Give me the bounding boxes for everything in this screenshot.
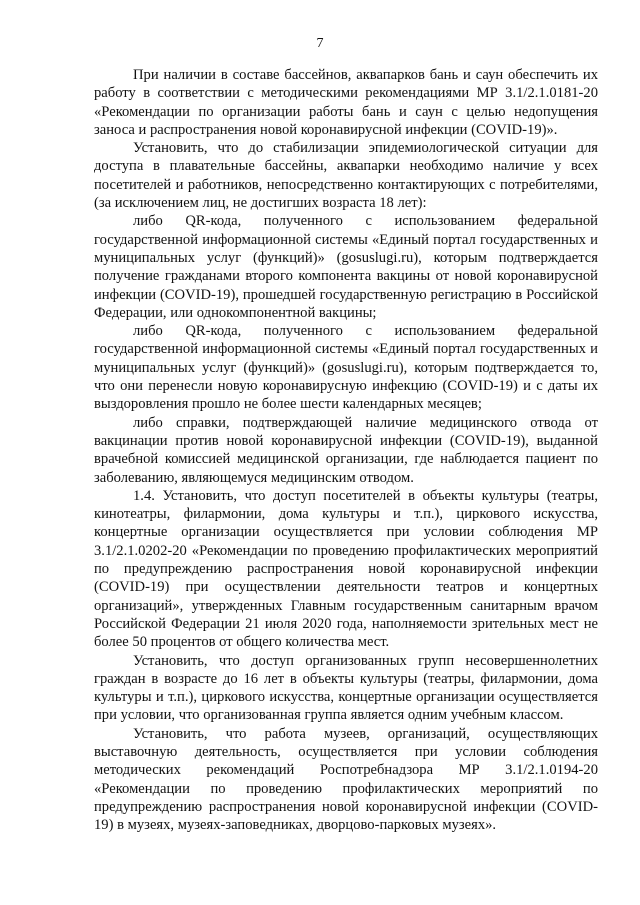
document-body [94, 66, 598, 834]
paragraph-pool-access-requirements: Установить, что до стабилизации эпидемиологической ситуации для доступа в плавательные бассейны, аквапарки необходимо наличие у всех посетителей и работников, непосредственно контактирующих с потребителями, (за исключением лиц, не достигших возраста 18 лет): [94, 140, 598, 212]
paragraph-qr-recovery: либо QR-кода, полученного с использованием федеральной государственной информационной системы «Единый портал государственных и муниципальных услуг (функций)» (gosuslugi.ru), которым подтверждается то, что они перенесли новую коронавирусную инфекцию (COVID-19) и с даты их выздоровления прошло не более шести календарных месяцев; [94, 323, 598, 413]
page-number: 7 [316, 36, 324, 51]
paragraph-baths-saunas: При наличии в составе бассейнов, аквапарков бань и саун обеспечить их работу в соответствии с методическими рекомендациями МР 3.1/2.1.0181-20 «Рекомендации по организации работы бань и саун с целью недопущения заноса и распространения новой коронавирусной инфекции (COVID-19)». [94, 67, 598, 138]
paragraph-minor-groups: Установить, что доступ организованных групп несовершеннолетних граждан в возрасте до 16 лет в объекты культуры (театры, филармонии, дома культуры и т.п.), циркового искусства, концертные организации осуществляется при условии, что организованная группа является одним учебным классом. [94, 652, 598, 724]
paragraph-qr-vaccination: либо QR-кода, полученного с использованием федеральной государственной информационной системы «Единый портал государственных и муниципальных услуг (функций)» (gosuslugi.ru), которым подтверждается получение гражданами второго компонента вакцины от новой коронавирусной инфекции (COVID-19), прошедшей государственную регистрацию в Российской Федерации, или однокомпонентной вакцины; [94, 213, 598, 321]
paragraph-culture-objects: 1.4. Установить, что доступ посетителей в объекты культуры (театры, кинотеатры, филармонии, дома культуры и т.п.), циркового искусства, концертные организации осуществляется при условии соблюдения МР 3.1/2.1.0202-20 «Рекомендации по проведению профилактических мероприятий по предупреждению распространения новой коронавирусной инфекции (COVID-19) при осуществлении деятельности театров и концертных организаций», утвержденных Главным государственным санитарным врачом Российской Федерации 21 июля 2020 года, наполняемости зрительных мест не более 50 процентов от общего количества мест. [94, 487, 598, 651]
paragraph-museums: Установить, что работа музеев, организаций, осуществляющих выставочную деятельность, осуществляется при условии соблюдения методических рекомендаций Роспотребнадзора МР 3.1/2.1.0194-20 «Рекомендации по проведению профилактических мероприятий по предупреждению распространения новой коронавирусной инфекции (COVID-19) в музеях, музеях-заповедниках, дворцово-парковых музеях». [94, 725, 598, 834]
paragraph-medical-exemption: либо справки, подтверждающей наличие медицинского отвода от вакцинации против новой коронавирусной инфекции (COVID-19), выданной врачебной комиссией медицинской организации, где наблюдается пациент по заболеванию, являющемуся медицинским отводом. [94, 414, 598, 486]
